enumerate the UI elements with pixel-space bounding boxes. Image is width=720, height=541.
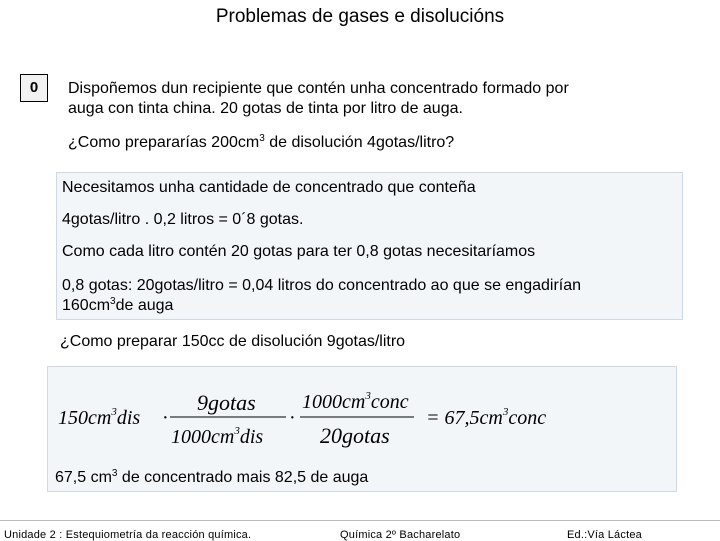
footer-right: Ed.:Vía Láctea	[567, 529, 642, 541]
answer-line-5-exponent: 3	[110, 296, 116, 307]
result-suffix: de concentrado mais 82,5 de auga	[117, 469, 369, 486]
question-exponent: 3	[259, 133, 265, 144]
answer-line-5-prefix: 160cm	[62, 297, 111, 314]
fraction-2-numerator: $1000cm^3conc$	[302, 390, 409, 413]
answer-line-4: 0,8 gotas: 20gotas/litro = 0,04 litros do concentrado ao que se engadirían	[62, 277, 582, 294]
formula-term-1: $150cm^3dis$	[58, 406, 141, 429]
formula-svg	[58, 382, 588, 452]
answer-line-3: Como cada litro contén 20 gotas para ter 0,8 gotas necesitaríamos	[62, 243, 536, 260]
result-exponent: 3	[111, 468, 118, 479]
problem-question	[68, 134, 454, 152]
answer-line-2: 4gotas/litro . 0,2 litros = 0´8 gotas.	[62, 211, 304, 228]
answer-line-5	[62, 296, 672, 316]
second-question: ¿Como preparar 150cc de disolución 9gotas/litro	[60, 333, 406, 350]
problem-statement	[68, 79, 668, 119]
fraction-2-denominator: 20gotas	[320, 423, 390, 448]
result-text	[55, 469, 368, 487]
answer-line-5-suffix: de auga	[115, 297, 174, 314]
page-footer	[0, 520, 720, 541]
footer-center: Química 2º Bacharelato	[340, 529, 461, 541]
problem-line-1: Dispoñemos dun recipiente que contén unha concentrado formado por	[68, 80, 569, 97]
problem-line-2: auga con tinta china. 20 gotas de tinta por litro de auga.	[68, 100, 463, 117]
calculation-formula	[58, 382, 588, 452]
formula-result: = $67,5cm^3conc$	[426, 406, 547, 429]
footer-left: Unidade 2 : Estequiometría da reacción química.	[4, 529, 252, 541]
formula-box	[47, 366, 677, 492]
problem-number-badge: 0	[20, 74, 48, 102]
answer-box	[56, 172, 683, 320]
fraction-1-numerator: 9gotas	[197, 390, 256, 415]
question-suffix: de disolución 4gotas/litro?	[264, 134, 455, 151]
result-prefix: 67,5 cm	[55, 469, 112, 486]
multiply-dot-2: ·	[289, 407, 296, 429]
multiply-dot-1: ·	[162, 407, 169, 429]
question-prefix: ¿Como prepararías 200cm	[68, 134, 260, 151]
fraction-1-denominator: $1000cm^3dis$	[171, 425, 264, 448]
page-title: Problemas de gases e disolucións	[215, 6, 505, 27]
answer-line-1: Necesitamos unha cantidade de concentrado que conteña	[62, 179, 476, 196]
